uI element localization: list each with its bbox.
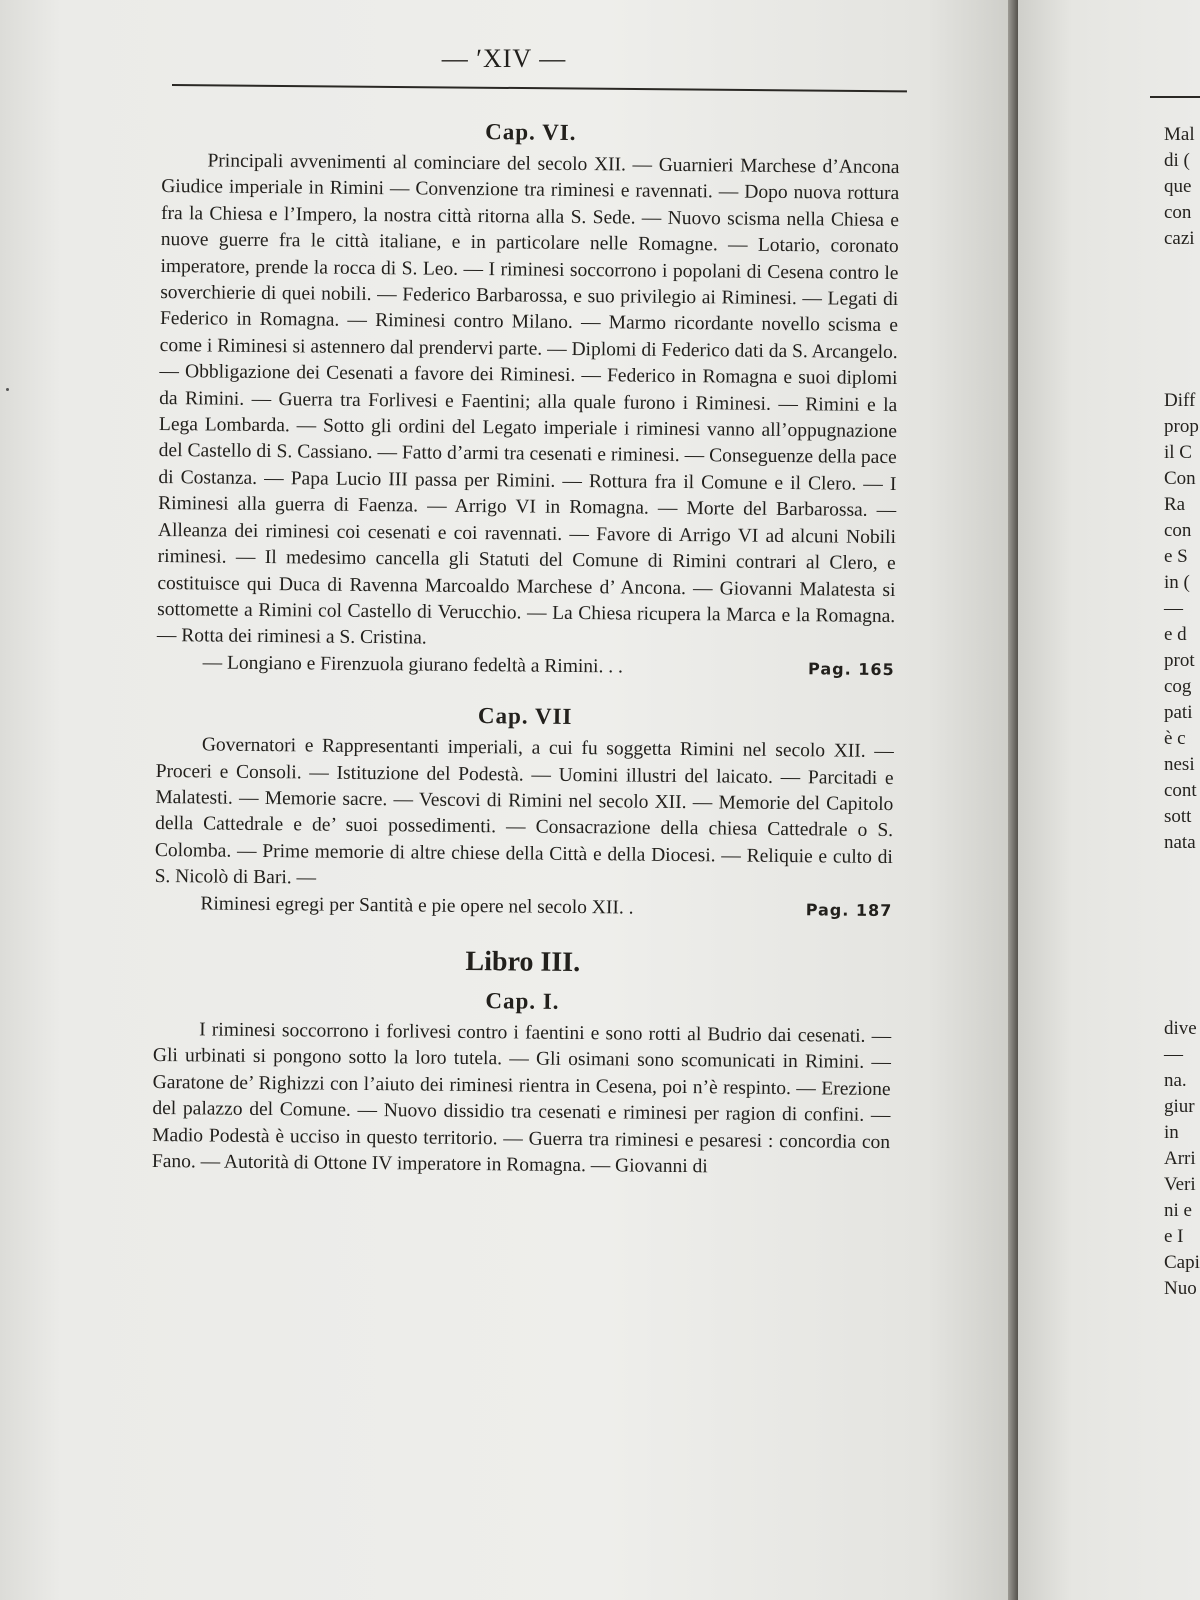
facing-fragment: con <box>1164 202 1192 223</box>
facing-fragment: e S <box>1164 546 1188 567</box>
facing-fragment: Veri <box>1164 1174 1196 1195</box>
header-rule <box>172 84 907 92</box>
page-reference: Pag. 187 <box>805 899 893 920</box>
facing-fragment: è c <box>1164 728 1186 749</box>
facing-fragment: ni e <box>1164 1200 1192 1221</box>
chapter-title: Cap. I. <box>485 988 560 1014</box>
facing-fragment: Nuo <box>1164 1278 1197 1299</box>
facing-fragment: con <box>1164 520 1192 541</box>
facing-fragment: Capi <box>1164 1252 1200 1273</box>
page-reference: Pag. 165 <box>807 658 895 679</box>
last-line-text: — Longiano e Firenzuola giurano fedeltà a Rimini. . . <box>202 652 624 678</box>
facing-fragment: prot <box>1164 650 1195 671</box>
facing-fragment: sott <box>1164 806 1192 827</box>
facing-fragment: in ( <box>1164 572 1190 593</box>
facing-fragment: cont <box>1164 780 1197 801</box>
facing-fragment: nata <box>1164 832 1196 853</box>
facing-fragment: Diff <box>1164 390 1196 411</box>
table-of-contents <box>152 110 900 1182</box>
facing-fragment: — <box>1164 1044 1183 1065</box>
facing-fragment: giur <box>1164 1096 1195 1117</box>
facing-fragment: cog <box>1164 676 1192 697</box>
chapter-summary-text: Governatori e Rappresentanti imperiali, a cui fu soggetta Rimini nel secolo XII. — Proceri e Consoli. — Istituzione del Podestà. — Uomini illustri del laicato. — Parcitadi e Malatesti. — Memorie sacre. — Vescovi di Rimini nel secolo XII. — Memorie del Capitolo della Cattedrale e de’ suoi possedimenti. — Consacrazione della chiesa Cattedrale o S. Colomba. — Prime memorie di altre chiese della Città e della Diocesi. — Reliquie e culto di S. Nicolò di Bari. — <box>154 734 894 889</box>
facing-fragment: di ( <box>1164 150 1190 171</box>
facing-fragment: e I <box>1164 1226 1184 1247</box>
facing-fragment: nesi <box>1164 754 1195 775</box>
facing-fragment: Mal <box>1164 124 1195 145</box>
book-gutter <box>1008 0 1018 1600</box>
chapter-title: Cap. VI. <box>485 119 577 145</box>
facing-fragment: — <box>1164 598 1183 619</box>
facing-fragment: il C <box>1164 442 1192 463</box>
facing-fragment: Con <box>1164 468 1196 489</box>
speck <box>6 388 9 391</box>
facing-fragment: Arri <box>1164 1148 1196 1169</box>
chapter-summary <box>154 732 894 924</box>
chapter-summary-text: I riminesi soccorrono i forlivesi contro i faentini e sono rotti al Budrio dai cesenati. — Gli urbinati si pongono sotto la loro tutela. — Gli osimani sono scomunicati in Rimini. — Garatone de’ Righizzi con l’aiuto dei riminesi rientra in Cesena, poi n’è respinto. — Erezione del palazzo del Comune. — Nuovo dissidio tra cesenati e riminesi per ragion di confini. — Madio Podestà è ucciso in questo territorio. — Guerra tra riminesi e pesaresi : concordia con Fano. — Autorità di Ottone IV imperatore in Romagna. — Giovanni di <box>151 1019 892 1178</box>
facing-fragment: e d <box>1164 624 1187 645</box>
chapter-title: Cap. VII <box>477 703 573 730</box>
chapter-summary <box>157 148 900 683</box>
facing-fragment: Ra <box>1164 494 1186 515</box>
last-line-text: Riminesi egregi per Santità e pie opere nel secolo XII. . <box>200 892 634 919</box>
facing-fragment: na. <box>1164 1070 1187 1091</box>
facing-fragment: dive <box>1164 1018 1197 1039</box>
facing-fragment: pati <box>1164 702 1193 723</box>
facing-fragment: que <box>1164 176 1192 197</box>
facing-fragment: prop <box>1164 416 1199 437</box>
facing-fragment: cazi <box>1164 228 1195 249</box>
facing-header-rule <box>1150 96 1200 98</box>
facing-fragment: in <box>1164 1122 1179 1143</box>
chapter-summary-text: Principali avvenimenti al cominciare del secolo XII. — Guarnieri Marchese d’Ancona Giudice imperiale in Rimini — Convenzione tra riminesi e ravennati. — Dopo nuova rottura fra la Chiesa e l’Impero, la nostra città ritorna alla S. Sede. — Nuovo scisma nella Chiesa e nuove guerre fra le città italiane, e in particolare nelle Romagne. — Lotario, coronato imperatore, prende la rocca di S. Leo. — I riminesi soccorrono i popolani di Cesena contro le soverchierie di quei nobili. — Federico Barbarossa, e suo privilegio ai Riminesi. — Legati di Federico in Romagna. — Riminesi contro Milano. — Marmo ricordante novello scisma e come i Riminesi si astennero dal prendervi parte. — Diplomi di Federico dati da S. Arcangelo. — Obbligazione dei Cesenati a favore dei Riminesi. — Federico in Romagna e suoi diplomi da Rimini. — Guerra tra Forlivesi e Faentini; alla quale furono i Riminesi. — Rimini e la Lega Lombarda. — Sotto gli ordini del Legato imperiale i riminesi vanno all’oppugnazione del Castello di S. Cassiano. — Fatto d’armi tra cesenati e riminesi. — Conseguenze della pace di Costanza. — Papa Lucio III passa per Rimini. — Rottura fra il Comune e il Clero. — I Riminesi alla guerra di Faenza. — Arrigo VI in Romagna. — Morte del Barbarossa. — Alleanza dei riminesi coi cesenati e coi ravennati. — Favore di Arrigo VI ad alcuni Nobili riminesi. — Il medesimo cancella gli Statuti del Comune di Rimini contrari al Clero, e costituisce qui Duca di Ravenna Marcoaldo Marchese d’ Ancona. — Giovanni Malatesta si sottomette a Rimini col Castello di Verucchio. — La Chiesa ricupera la Marca e la Romagna. — Rotta dei riminesi a S. Cristina. <box>156 150 900 649</box>
book-title: Libro III. <box>465 945 581 979</box>
page-number: — ʹXIV — <box>441 44 567 73</box>
